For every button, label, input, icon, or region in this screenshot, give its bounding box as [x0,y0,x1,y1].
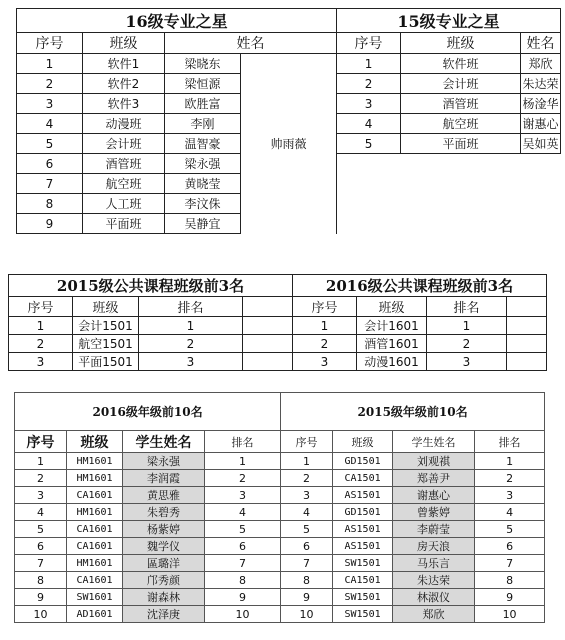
student-name-cell: 沈泽庚 [123,606,205,623]
row-number-cell: 7 [15,555,67,572]
rank-cell: 2 [205,470,281,487]
rank-cell: 9 [205,589,281,606]
student-name-cell: 朱达荣 [393,572,475,589]
table-row [15,572,545,589]
student-name-cell: 马乐言 [393,555,475,572]
rank-cell: 5 [475,521,545,538]
class-cell: GD1501 [333,504,393,521]
student-name-extra-cell [241,114,337,134]
row-number-cell: 8 [17,194,83,214]
class-cell: 平面班 [83,214,165,234]
rank-cell: 1 [427,317,507,335]
row-number-cell: 1 [17,54,83,74]
grade15-stars-title: 15级专业之星 [337,9,561,33]
table-row [17,114,561,134]
row-number-cell: 7 [17,174,83,194]
row-number-cell: 1 [293,317,357,335]
col-header-class: 班级 [67,431,123,453]
rank-cell: 1 [205,453,281,470]
class-cell: 软件1 [83,54,165,74]
row-number-cell: 3 [17,94,83,114]
rank-cell: 1 [139,317,243,335]
col-header-class: 班级 [401,33,521,54]
student-name-cell: 曾紫婷 [393,504,475,521]
student-name-extra-cell [241,154,337,174]
col-header-no: 序号 [337,33,401,54]
class-cell: 会计班 [401,74,521,94]
class-cell: HM1601 [67,504,123,521]
class-cell: SW1601 [67,589,123,606]
table-row [15,555,545,572]
row-number-cell: 5 [281,521,333,538]
row-number-cell: 6 [281,538,333,555]
student-name-cell: 李蔚莹 [393,521,475,538]
student-name-extra-cell [241,194,337,214]
class-cell: 软件2 [83,74,165,94]
class-cell: CA1501 [333,572,393,589]
class-cell: 软件班 [401,54,521,74]
row-number-cell: 8 [281,572,333,589]
student-name-cell: 刘观祺 [393,453,475,470]
class-cell: CA1601 [67,572,123,589]
rank-cell: 2 [427,335,507,353]
class-cell: CA1601 [67,538,123,555]
student-name-cell: 梁晓东 [165,54,241,74]
student-name-cell: 林淑仪 [393,589,475,606]
student-name-extra-cell [241,94,337,114]
class-cell: 会计班 [83,134,165,154]
table-row [9,353,547,371]
rank-cell: 4 [205,504,281,521]
spacer-cell [507,353,547,371]
student-name-cell: 梁永强 [123,453,205,470]
col-header-no: 序号 [293,297,357,317]
student-name-cell: 郑欣 [393,606,475,623]
row-number-cell: 2 [293,335,357,353]
spacer-cell [507,335,547,353]
rank-cell: 7 [205,555,281,572]
row-number-cell: 5 [337,134,401,154]
row-number-cell: 9 [281,589,333,606]
row-number-cell: 6 [15,538,67,555]
student-name-cell: 吴静宜 [165,214,241,234]
class-cell: AS1501 [333,521,393,538]
student-name-cell: 谢惠心 [521,114,561,134]
class-cell: HM1601 [67,470,123,487]
blank-cell [337,194,561,214]
rank-cell: 10 [475,606,545,623]
student-name-cell: 朱碧秀 [123,504,205,521]
rank-cell: 3 [475,487,545,504]
rank-cell: 4 [475,504,545,521]
table-row [17,94,561,114]
rank-cell: 8 [205,572,281,589]
class-cell: 航空班 [401,114,521,134]
row-number-cell: 10 [15,606,67,623]
col-header-no: 序号 [281,431,333,453]
row-number-cell: 9 [17,214,83,234]
table-row [9,335,547,353]
class-cell: 酒管班 [83,154,165,174]
spacer-cell [243,353,293,371]
rank-cell: 2 [475,470,545,487]
student-name-cell: 杨淦华 [521,94,561,114]
class-cell: 平面1501 [73,353,139,371]
col-header-class: 班级 [83,33,165,54]
student-name-cell: 房天浪 [393,538,475,555]
row-number-cell: 2 [337,74,401,94]
student-name-cell: 黄晓莹 [165,174,241,194]
row-number-cell: 5 [15,521,67,538]
blank-cell [337,174,561,194]
table-row [15,606,545,623]
student-name-cell: 黄思雅 [123,487,205,504]
student-name-cell: 邝秀颜 [123,572,205,589]
class-cell: 平面班 [401,134,521,154]
student-name-cell: 魏学仪 [123,538,205,555]
blank-cell [337,214,561,234]
table-row [15,453,545,470]
student-name-cell: 朱达荣 [521,74,561,94]
class-cell: AS1501 [333,538,393,555]
class-cell: 航空1501 [73,335,139,353]
col-header-name: 姓名 [521,33,561,54]
row-number-cell: 4 [281,504,333,521]
class-cell: CA1501 [333,470,393,487]
student-name-cell: 李润霞 [123,470,205,487]
row-number-cell: 4 [337,114,401,134]
row-number-cell: 3 [15,487,67,504]
spacer-cell [243,297,293,317]
class-cell: 人工班 [83,194,165,214]
table-row [15,538,545,555]
row-number-cell: 4 [17,114,83,134]
class-cell: 会计1601 [357,317,427,335]
spacer-cell [507,317,547,335]
student-name-extra-cell [241,74,337,94]
student-name-cell: 郑欣 [521,54,561,74]
class-cell: AS1501 [333,487,393,504]
table-row [17,54,561,74]
class-cell: 软件3 [83,94,165,114]
grade16-stars-title: 16级专业之星 [17,9,337,33]
class-cell: CA1601 [67,487,123,504]
rank-cell: 3 [205,487,281,504]
grade2016-top10-title: 2016级年级前10名 [15,393,281,431]
rank-cell: 5 [205,521,281,538]
class-cell: SW1501 [333,606,393,623]
class-cell: 酒管班 [401,94,521,114]
row-number-cell: 2 [9,335,73,353]
col-header-name: 姓名 [165,33,337,54]
row-number-cell: 9 [15,589,67,606]
student-name-cell: 吴如英 [521,134,561,154]
rank-cell: 2 [139,335,243,353]
class-cell: 动漫班 [83,114,165,134]
row-number-cell: 2 [17,74,83,94]
class-cell: CA1601 [67,521,123,538]
class-cell: 酒管1601 [357,335,427,353]
table-row [15,504,545,521]
student-name-cell: 李刚 [165,114,241,134]
row-number-cell: 1 [9,317,73,335]
row-number-cell: 2 [281,470,333,487]
table-row [15,487,545,504]
grade2016-course-title: 2016级公共课程班级前3名 [293,275,547,297]
student-name-cell: 區璐洋 [123,555,205,572]
rank-cell: 7 [475,555,545,572]
rank-cell: 3 [139,353,243,371]
row-number-cell: 2 [15,470,67,487]
class-cell: 会计1501 [73,317,139,335]
col-header-no: 序号 [17,33,83,54]
col-header-rank: 排名 [205,431,281,453]
grade2015-course-title: 2015级公共课程班级前3名 [9,275,293,297]
class-cell: SW1501 [333,555,393,572]
student-name-extra-cell [241,54,337,74]
student-name-cell: 欧胜富 [165,94,241,114]
col-header-class: 班级 [73,297,139,317]
rank-cell: 3 [427,353,507,371]
rank-cell: 10 [205,606,281,623]
col-header-student-name: 学生姓名 [123,431,205,453]
grade2015-top10-title: 2015级年级前10名 [281,393,545,431]
row-number-cell: 3 [9,353,73,371]
student-name-cell: 杨紫婷 [123,521,205,538]
col-header-no: 序号 [9,297,73,317]
row-number-cell: 1 [337,54,401,74]
class-cell: HM1601 [67,453,123,470]
col-header-student-name: 学生姓名 [393,431,475,453]
student-name-cell: 郑善尹 [393,470,475,487]
student-name-cell: 谢惠心 [393,487,475,504]
student-name-extra-cell [241,174,337,194]
rank-cell: 1 [475,453,545,470]
student-name-cell: 李汶侏 [165,194,241,214]
class-cell: HM1601 [67,555,123,572]
table-row [17,74,561,94]
class-cell: 航空班 [83,174,165,194]
rank-cell: 9 [475,589,545,606]
student-name-cell: 梁永强 [165,154,241,174]
spacer-cell [243,317,293,335]
rank-cell: 8 [475,572,545,589]
row-number-cell: 6 [17,154,83,174]
row-number-cell: 8 [15,572,67,589]
row-number-cell: 1 [281,453,333,470]
table-row [17,134,561,154]
table-row [15,589,545,606]
col-header-no: 序号 [15,431,67,453]
class-cell: 动漫1601 [357,353,427,371]
row-number-cell: 1 [15,453,67,470]
rank-cell: 6 [205,538,281,555]
table-row [15,470,545,487]
grade-top10-table [14,392,545,623]
class-cell: GD1501 [333,453,393,470]
row-number-cell: 7 [281,555,333,572]
spacer-cell [243,335,293,353]
col-header-class: 班级 [333,431,393,453]
col-header-rank: 排名 [427,297,507,317]
blank-cell [337,154,561,174]
student-name-cell: 温智豪 [165,134,241,154]
spacer-cell [507,297,547,317]
table-row [17,174,561,194]
student-name-extra-cell [241,214,337,234]
student-name-cell: 梁恒源 [165,74,241,94]
row-number-cell: 4 [15,504,67,521]
major-stars-table [16,8,561,234]
class-cell: SW1501 [333,589,393,606]
public-course-top3-table [8,274,547,371]
table-row [15,521,545,538]
row-number-cell: 3 [337,94,401,114]
rank-cell: 6 [475,538,545,555]
table-row [17,194,561,214]
table-row [9,317,547,335]
row-number-cell: 3 [293,353,357,371]
col-header-rank: 排名 [139,297,243,317]
row-number-cell: 5 [17,134,83,154]
class-cell: AD1601 [67,606,123,623]
student-name-cell: 谢森林 [123,589,205,606]
row-number-cell: 3 [281,487,333,504]
student-name-extra-cell: 帅雨薇 [241,134,337,154]
row-number-cell: 10 [281,606,333,623]
table-row [17,154,561,174]
table-row [17,214,561,234]
col-header-rank: 排名 [475,431,545,453]
col-header-class: 班级 [357,297,427,317]
